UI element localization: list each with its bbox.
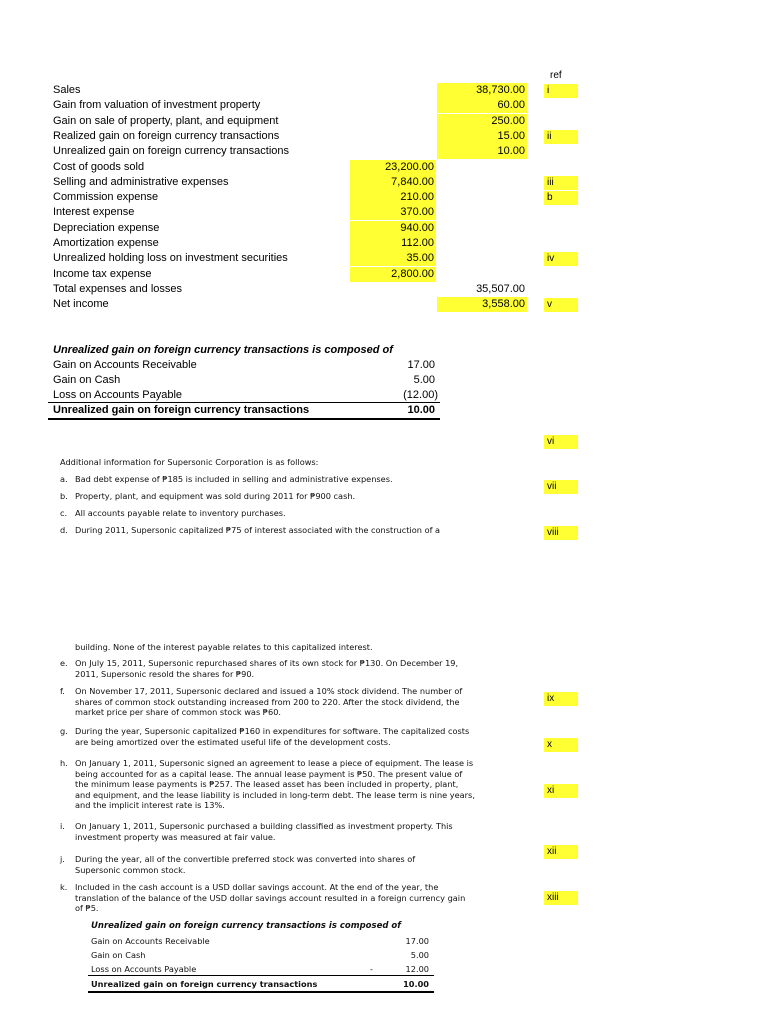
statement-expense-value: 940.00 xyxy=(350,221,436,236)
statement-revenue-value: 10.00 xyxy=(437,144,527,159)
statement-row-label: Depreciation expense xyxy=(53,221,160,234)
ref-marker: xiii xyxy=(544,891,578,905)
info-item-letter: g. xyxy=(60,726,68,736)
statement-revenue-value: 60.00 xyxy=(437,98,527,113)
info-item-text: Property, plant, and equipment was sold during 2011 for ₱900 cash. xyxy=(75,491,356,501)
composition-total-value: 10.00 xyxy=(407,404,435,416)
ref-marker: vi xyxy=(544,435,578,449)
composition-row-label: Loss on Accounts Payable xyxy=(91,964,197,974)
ref-marker: xii xyxy=(544,845,578,859)
ref-marker: iv xyxy=(544,252,578,266)
ref-marker: i xyxy=(544,84,578,98)
additional-info-list-bottom xyxy=(60,658,500,918)
composition-row-value: 17.00 xyxy=(405,936,429,946)
statement-row-label: Selling and administrative expenses xyxy=(53,175,229,188)
item-d-continuation: building. None of the interest payable relates to this capitalized interest. xyxy=(75,642,373,652)
statement-row-label: Realized gain on foreign currency transactions xyxy=(53,129,280,142)
info-item-letter: i. xyxy=(60,821,65,831)
ref-marker: x xyxy=(544,738,578,752)
ref-column-header: ref xyxy=(550,70,562,81)
composition-row-value: 5.00 xyxy=(410,950,429,960)
info-item-letter: e. xyxy=(60,658,68,668)
statement-revenue-value: 250.00 xyxy=(437,114,527,129)
info-item-text: On November 17, 2011, Supersonic declared and issued a 10% stock dividend. The number of shares of common stock outstanding increased from 200 to 220. After the stock dividend, the market price per share of common stock was ₱60. xyxy=(75,686,463,717)
statement-expense-value: 370.00 xyxy=(350,205,436,220)
composition-row-label: Gain on Accounts Receivable xyxy=(91,936,210,946)
info-item-text: Included in the cash account is a USD dollar savings account. At the end of the year, the translation of the balance of the USD dollar savings account resulted in a foreign currency gain of ₱5. xyxy=(75,882,466,913)
info-item-text: During the year, Supersonic capitalized ₱160 in expenditures for software. The capitalized costs are being amortized over the estimated useful life of the development costs. xyxy=(75,726,470,747)
composition-title: Unrealized gain on foreign currency transactions is composed of xyxy=(91,921,401,931)
ref-marker: vii xyxy=(544,480,578,494)
statement-expense-value: 210.00 xyxy=(350,190,436,205)
info-item-text: On January 1, 2011, Supersonic signed an agreement to lease a piece of equipment. The lease is being accounted for as a capital lease. The annual lease payment is ₱50. The present value of the minimum lease payments is ₱257. The leased asset has been included in property, plant, and equipment, and the lease liability is included in long-term debt. The lease term is nine years, and the implicit interest rate is 13%. xyxy=(75,758,475,810)
statement-expense-value: 112.00 xyxy=(350,236,436,251)
statement-expense-value: 7,840.00 xyxy=(350,175,436,190)
composition-row-sign: - xyxy=(370,964,373,974)
statement-revenue-value: 38,730.00 xyxy=(437,83,527,98)
statement-row-label: Interest expense xyxy=(53,206,135,219)
ref-marker: viii xyxy=(544,526,578,540)
composition-total-label: Unrealized gain on foreign currency transactions xyxy=(91,979,318,989)
statement-row-label: Unrealized gain on foreign currency transactions xyxy=(53,145,290,158)
info-item-text: Bad debt expense of ₱185 is included in selling and administrative expenses. xyxy=(75,474,393,484)
ref-marker: b xyxy=(544,191,578,205)
statement-row-label: Unrealized holding loss on investment securities xyxy=(53,252,288,265)
divider xyxy=(48,418,440,420)
info-item-letter: h. xyxy=(60,758,68,768)
composition-row-value: 12.00 xyxy=(405,964,429,974)
info-item-letter: b. xyxy=(60,491,68,501)
additional-info-intro: Additional information for Supersonic Corporation is as follows: xyxy=(60,457,319,467)
additional-info-list-top xyxy=(60,474,500,544)
info-item-letter: c. xyxy=(60,508,68,518)
statement-revenue-value: 3,558.00 xyxy=(437,297,527,312)
ref-marker: v xyxy=(544,298,578,312)
info-item-text: All accounts payable relate to inventory purchases. xyxy=(75,508,286,518)
composition-row-label: Gain on Cash xyxy=(53,374,121,386)
divider xyxy=(88,991,434,993)
composition-title: Unrealized gain on foreign currency transactions is composed of xyxy=(53,344,393,356)
info-item-letter: d. xyxy=(60,525,68,535)
composition-row-label: Gain on Cash xyxy=(91,950,146,960)
statement-revenue-value: 35,507.00 xyxy=(476,282,525,295)
info-item-letter: k. xyxy=(60,882,68,892)
ref-marker: xi xyxy=(544,784,578,798)
statement-revenue-value: 15.00 xyxy=(437,129,527,144)
statement-expense-value: 23,200.00 xyxy=(350,160,436,175)
statement-expense-value: 2,800.00 xyxy=(350,267,436,282)
info-item-letter: f. xyxy=(60,686,65,696)
statement-row-label: Net income xyxy=(53,298,109,311)
statement-row-label: Commission expense xyxy=(53,191,159,204)
ref-marker: ii xyxy=(544,130,578,144)
info-item-letter: j. xyxy=(60,854,65,864)
statement-expense-value: 35.00 xyxy=(350,251,436,266)
statement-row-label: Sales xyxy=(53,84,81,96)
composition-row-label: Loss on Accounts Payable xyxy=(53,389,183,401)
composition-row-value: 17.00 xyxy=(407,359,435,371)
statement-row-label: Income tax expense xyxy=(53,267,152,280)
ref-marker: iii xyxy=(544,176,578,190)
info-item-text: On July 15, 2011, Supersonic repurchased shares of its own stock for ₱130. On December 19, 2011, Supersonic resold the shares for ₱90. xyxy=(75,658,459,679)
composition-row-label: Gain on Accounts Receivable xyxy=(53,359,197,371)
composition-row-value: 5.00 xyxy=(413,374,435,386)
composition-total-label: Unrealized gain on foreign currency transactions xyxy=(53,404,310,416)
info-item-text: On January 1, 2011, Supersonic purchased a building classified as investment property. This investment property was measured at fair value. xyxy=(75,821,453,842)
divider xyxy=(88,975,434,976)
info-item-text: During the year, all of the convertible preferred stock was converted into shares of Supersonic common stock. xyxy=(75,854,416,875)
statement-row-label: Cost of goods sold xyxy=(53,160,145,173)
composition-total-value: 10.00 xyxy=(403,979,429,989)
info-item-letter: a. xyxy=(60,474,68,484)
statement-row-label: Gain on sale of property, plant, and equipment xyxy=(53,114,279,127)
composition-row-value: (12.00) xyxy=(403,389,438,401)
statement-row-label: Total expenses and losses xyxy=(53,282,183,295)
statement-row-label: Gain from valuation of investment property xyxy=(53,99,261,112)
info-item-text: During 2011, Supersonic capitalized ₱75 of interest associated with the construction of a xyxy=(75,525,441,535)
statement-row-label: Amortization expense xyxy=(53,237,159,249)
ref-marker: ix xyxy=(544,692,578,706)
